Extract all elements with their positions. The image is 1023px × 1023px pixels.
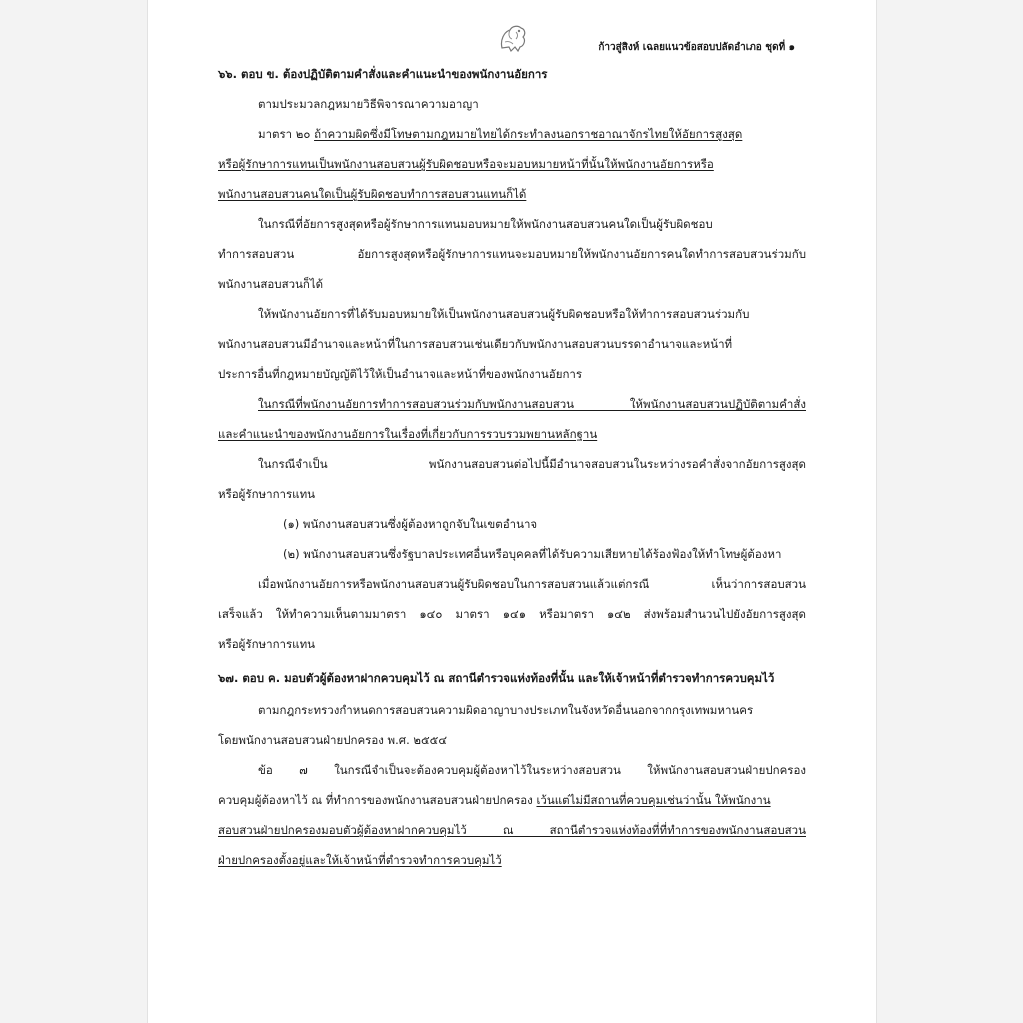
underlined-text: หรือผู้รักษาการแทนเป็นพนักงานสอบสวนผู้รับผิดชอบหรือจะมอบหมายหน้าที่นั้นให้พนักงานอัยการหรือ [218, 157, 714, 171]
paragraph-line: ในกรณีที่อัยการสูงสุดหรือผู้รักษาการแทนมอบหมายให้พนักงานสอบสวนคนใดเป็นผู้รับผิดชอบ [258, 217, 713, 231]
document-page [148, 0, 876, 1023]
underlined-text: ฝ่ายปกครองตั้งอยู่และให้เจ้าหน้าที่ตำรวจทำการควบคุมไว้ [218, 853, 502, 867]
section-label: มาตรา ๒๐ [258, 127, 315, 141]
clause-7-line-2 [218, 792, 771, 808]
highlighted-line [218, 426, 597, 442]
section-20-line-3 [218, 186, 526, 202]
paragraph-line: โดยพนักงานสอบสวนฝ่ายปกครอง พ.ศ. ๒๕๕๔ [218, 733, 448, 747]
paragraph-line: พนักงานสอบสวนก็ได้ [218, 277, 324, 291]
list-item: (๒) พนักงานสอบสวนซึ่งรัฐบาลประเทศอื่นหรือบุคคลที่ได้รับความเสียหายได้ร้องฟ้องให้ทำโทษผู้ต้องหา [283, 547, 782, 561]
underlined-text: และคำแนะนำของพนักงานอัยการในเรื่องที่เกี่ยวกับการรวบรวมพยานหลักฐาน [218, 427, 598, 441]
answer-66-heading: ๖๖. ตอบ ข. ต้องปฏิบัติตามคำสั่งและคำแนะนำของพนักงานอัยการ [218, 67, 548, 81]
paragraph-line: หรือผู้รักษาการแทน [218, 637, 316, 651]
paragraph-line: หรือผู้รักษาการแทน [218, 487, 316, 501]
highlighted-line [258, 396, 806, 412]
paragraph-line: เสร็จแล้ว ให้ทำความเห็นตามมาตรา ๑๔๐ มาตรา ๑๔๑ หรือมาตรา ๑๔๒ ส่งพร้อมสำนวนไปยังอัยการสูงสุด [218, 607, 806, 621]
paragraph-line: ในกรณีจำเป็น พนักงานสอบสวนต่อไปนี้มีอำนาจสอบสวนในระหว่างรอคำสั่งจากอัยการสูงสุด [258, 457, 806, 471]
answer-67-heading: ๖๗. ตอบ ค. มอบตัวผู้ต้องหาฝากควบคุมไว้ ณ สถานีตำรวจแห่งท้องที่นั้น และให้เจ้าหน้าที่ตำรวจทำการควบคุมไว้ [218, 671, 775, 685]
section-20-line-2 [218, 156, 806, 172]
list-item: (๑) พนักงานสอบสวนซึ่งผู้ต้องหาถูกจับในเขตอำนาจ [283, 517, 538, 531]
highlighted-line [218, 852, 502, 868]
paragraph-line: ตามกฎกระทรวงกำหนดการสอบสวนความผิดอาญาบางประเภทในจังหวัดอื่นนอกจากกรุงเทพมหานคร [258, 703, 754, 717]
section-20-line-1 [258, 126, 742, 142]
lion-emblem-logo [496, 20, 530, 54]
paragraph-line: ให้พนักงานอัยการที่ได้รับมอบหมายให้เป็นพนักงานสอบสวนผู้รับผิดชอบหรือให้ทำการสอบสวนร่วมกับ [258, 307, 750, 321]
plain-text: ควบคุมผู้ต้องหาไว้ ณ ที่ทำการของพนักงานสอบสวนฝ่ายปกครอง [218, 793, 537, 807]
paragraph-line: ข้อ ๗ ในกรณีจำเป็นจะต้องควบคุมผู้ต้องหาไว้ในระหว่างสอบสวน ให้พนักงานสอบสวนฝ่ายปกครอง [258, 763, 806, 777]
underlined-text: เว้นแต่ไม่มีสถานที่ควบคุมเช่นว่านั้น ให้พนักงาน [536, 793, 771, 807]
running-header: ก้าวสู่สิงห์ เฉลยแนวข้อสอบปลัดอำเภอ ชุดที่ ๑ [598, 42, 795, 53]
underlined-text: ในกรณีที่พนักงานอัยการทำการสอบสวนร่วมกับพนักงานสอบสวน ให้พนักงานสอบสวนปฏิบัติตามคำสั่ง [258, 397, 806, 411]
paragraph-line: เมื่อพนักงานอัยการหรือพนักงานสอบสวนผู้รับผิดชอบในการสอบสวนแล้วแต่กรณี เห็นว่าการสอบสวน [258, 577, 806, 591]
paragraph-line: ตามประมวลกฎหมายวิธีพิจารณาความอาญา [258, 97, 479, 111]
paragraph-line: พนักงานสอบสวนมีอำนาจและหน้าที่ในการสอบสวนเช่นเดียวกับพนักงานสอบสวนบรรดาอำนาจและหน้าที่ [218, 337, 733, 351]
paragraph-line: ทำการสอบสวน อัยการสูงสุดหรือผู้รักษาการแทนจะมอบหมายให้พนักงานอัยการคนใดทำการสอบสวนร่วมกับ [218, 247, 806, 261]
underlined-text: สอบสวนฝ่ายปกครองมอบตัวผู้ต้องหาฝากควบคุมไว้ ณ สถานีตำรวจแห่งท้องที่ที่ทำการของพนักงานสอบสวน [218, 823, 806, 837]
underlined-text: พนักงานสอบสวนคนใดเป็นผู้รับผิดชอบทำการสอบสวนแทนก็ได้ [218, 187, 527, 201]
highlighted-line [218, 822, 806, 838]
underlined-text: ถ้าความผิดซึ่งมีโทษตามกฎหมายไทยได้กระทำลงนอกราชอาณาจักรไทยให้อัยการสูงสุด [314, 127, 743, 141]
paragraph-line: ประการอื่นที่กฎหมายบัญญัติไว้ให้เป็นอำนาจและหน้าที่ของพนักงานอัยการ [218, 367, 583, 381]
